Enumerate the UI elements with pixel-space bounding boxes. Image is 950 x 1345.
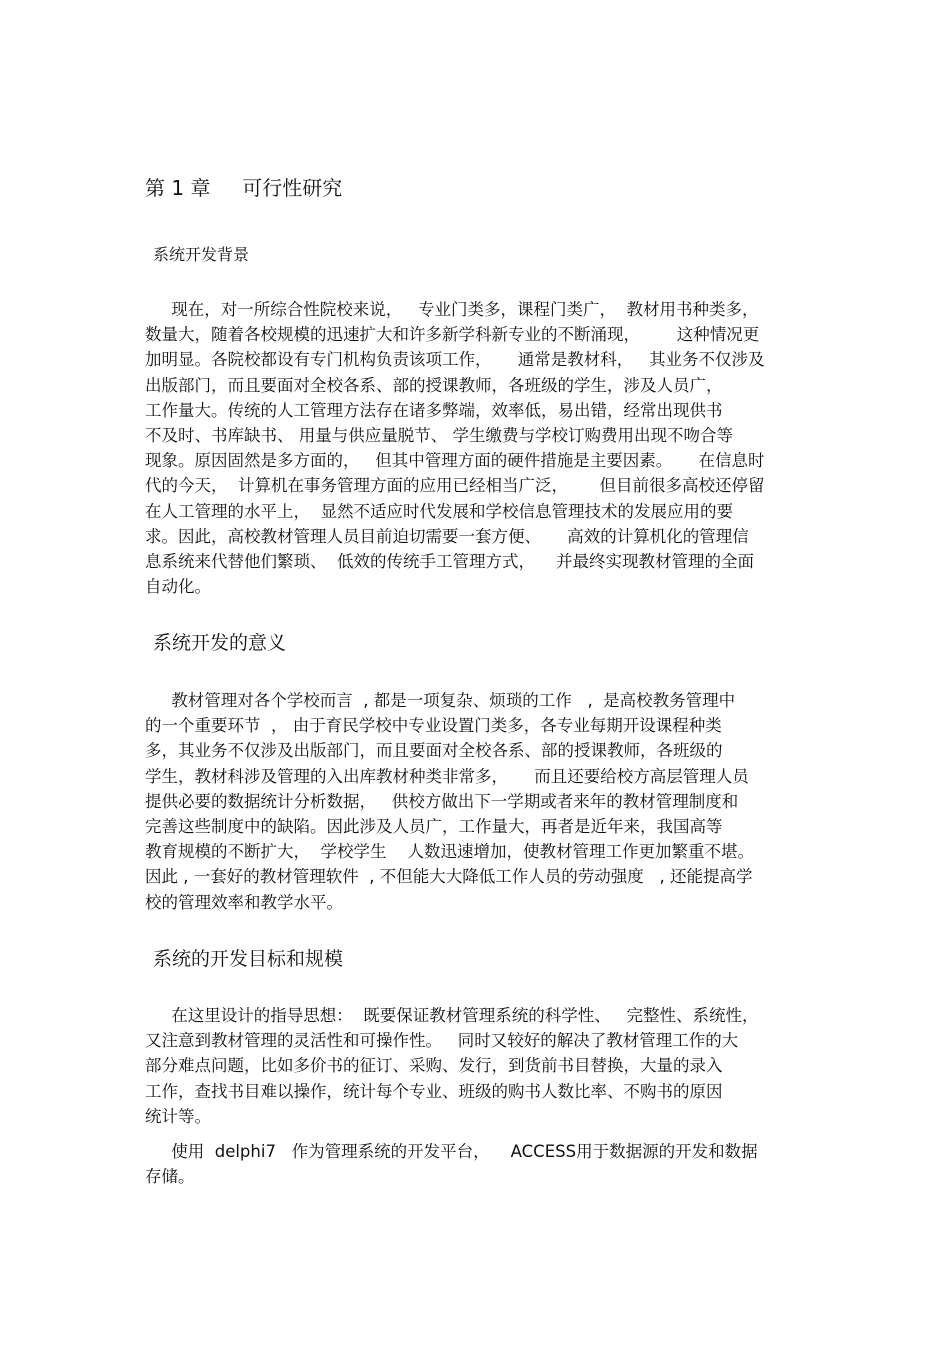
text-line: 学生，教材科涉及管理的入出库教材种类非常多， 而且还要给校方高层管理人员 <box>145 766 749 786</box>
text-line: 多，其业务不仅涉及出版部门，而且要面对全校各系、部的授课教师，各班级的 <box>145 741 723 761</box>
text-line: 完善这些制度中的缺陷。因此涉及人员广，工作量大，再者是近年来，我国高等 <box>145 816 723 836</box>
paragraph-platform <box>145 1139 758 1189</box>
text-line: 提供必要的数据统计分析数据， 供校方做出下一学期或者来年的教材管理制度和 <box>145 791 739 811</box>
text-line: 息系统来代替他们繁琐、 低效的传统手工管理方式， 并最终实现教材管理的全面 <box>145 551 754 571</box>
text-line: 统计等。 <box>145 1106 211 1126</box>
section-title-goals: 系统的开发目标和规模 <box>153 948 344 970</box>
text-line: 求。因此，高校教材管理人员目前迫切需要一套方便、 高效的计算机化的管理信 <box>145 526 749 546</box>
text-line: 教材管理对各个学校而言 , 都是一项复杂、烦琐的工作 , 是高校教务管理中 <box>145 691 736 710</box>
text-line: 数量大，随着各校规模的迅速扩大和许多新学科新专业的不断涌现， 这种情况更 <box>145 325 760 345</box>
text-line: 出版部门，而且要面对全校各系、部的授课教师，各班级的学生，涉及人员广， <box>145 375 723 395</box>
text-line: 工作，查找书目难以操作，统计每个专业、班级的购书人数比率、不购书的原因 <box>145 1081 723 1101</box>
text-line: 代的今天， 计算机在事务管理方面的应用已经相当广泛， 但目前很多高校还停留 <box>145 476 765 496</box>
text-line: 因此 , 一套好的教材管理软件 , 不但能大大降低工作人员的劳动强度 , 还能提高学 <box>145 867 753 887</box>
section-title-significance: 系统开发的意义 <box>153 632 287 654</box>
text-line: 部分难点问题，比如多价书的征订、采购、发行，到货前书目替换，大量的录入 <box>145 1056 723 1076</box>
text-line: 自动化。 <box>145 577 211 597</box>
paragraph-goals <box>145 1003 758 1129</box>
text-line: 在人工管理的水平上， 显然不适应时代发展和学校信息管理技术的发展应用的要 <box>145 501 733 521</box>
text-line: 现象。原因固然是多方面的， 但其中管理方面的硬件措施是主要因素。 在信息时 <box>145 451 765 471</box>
text-line: 不及时、书库缺书、 用量与供应量脱节、 学生缴费与学校订购费用出现不吻合等 <box>145 425 733 445</box>
text-line: 教育规模的不断扩大， 学校学生 人数迅速增加，使教材管理工作更加繁重不堪。 <box>145 842 754 862</box>
text-line: 的一个重要环节 ， 由于育民学校中专业设置门类多，各专业每期开设课程种类 <box>145 716 722 736</box>
text-line: 在这里设计的指导思想： 既要保证教材管理系统的科学性、 完整性、系统性， <box>145 1006 759 1025</box>
text-line: 又注意到教材管理的灵活性和可操作性。 同时又较好的解决了教材管理工作的大 <box>145 1031 739 1051</box>
paragraph-significance <box>145 688 754 915</box>
paragraph-background <box>145 297 764 599</box>
text-line: 加明显。各院校都设有专门机构负责该项工作， 通常是教材科， 其业务不仅涉及 <box>145 350 765 370</box>
section-title-background: 系统开发背景 <box>153 245 250 264</box>
text-line: 使用 delphi7 作为管理系统的开发平台， ACCESS用于数据源的开发和数据 <box>145 1142 758 1161</box>
text-line: 校的管理效率和教学水平。 <box>145 892 343 912</box>
text-line: 现在，对一所综合性院校来说， 专业门类多，课程门类广， 教材用书种类多， <box>145 300 759 319</box>
chapter-title: 第 1 章 可行性研究 <box>145 176 343 200</box>
text-line: 存储。 <box>145 1167 195 1187</box>
text-line: 工作量大。传统的人工管理方法存在诸多弊端，效率低，易出错，经常出现供书 <box>145 400 723 420</box>
